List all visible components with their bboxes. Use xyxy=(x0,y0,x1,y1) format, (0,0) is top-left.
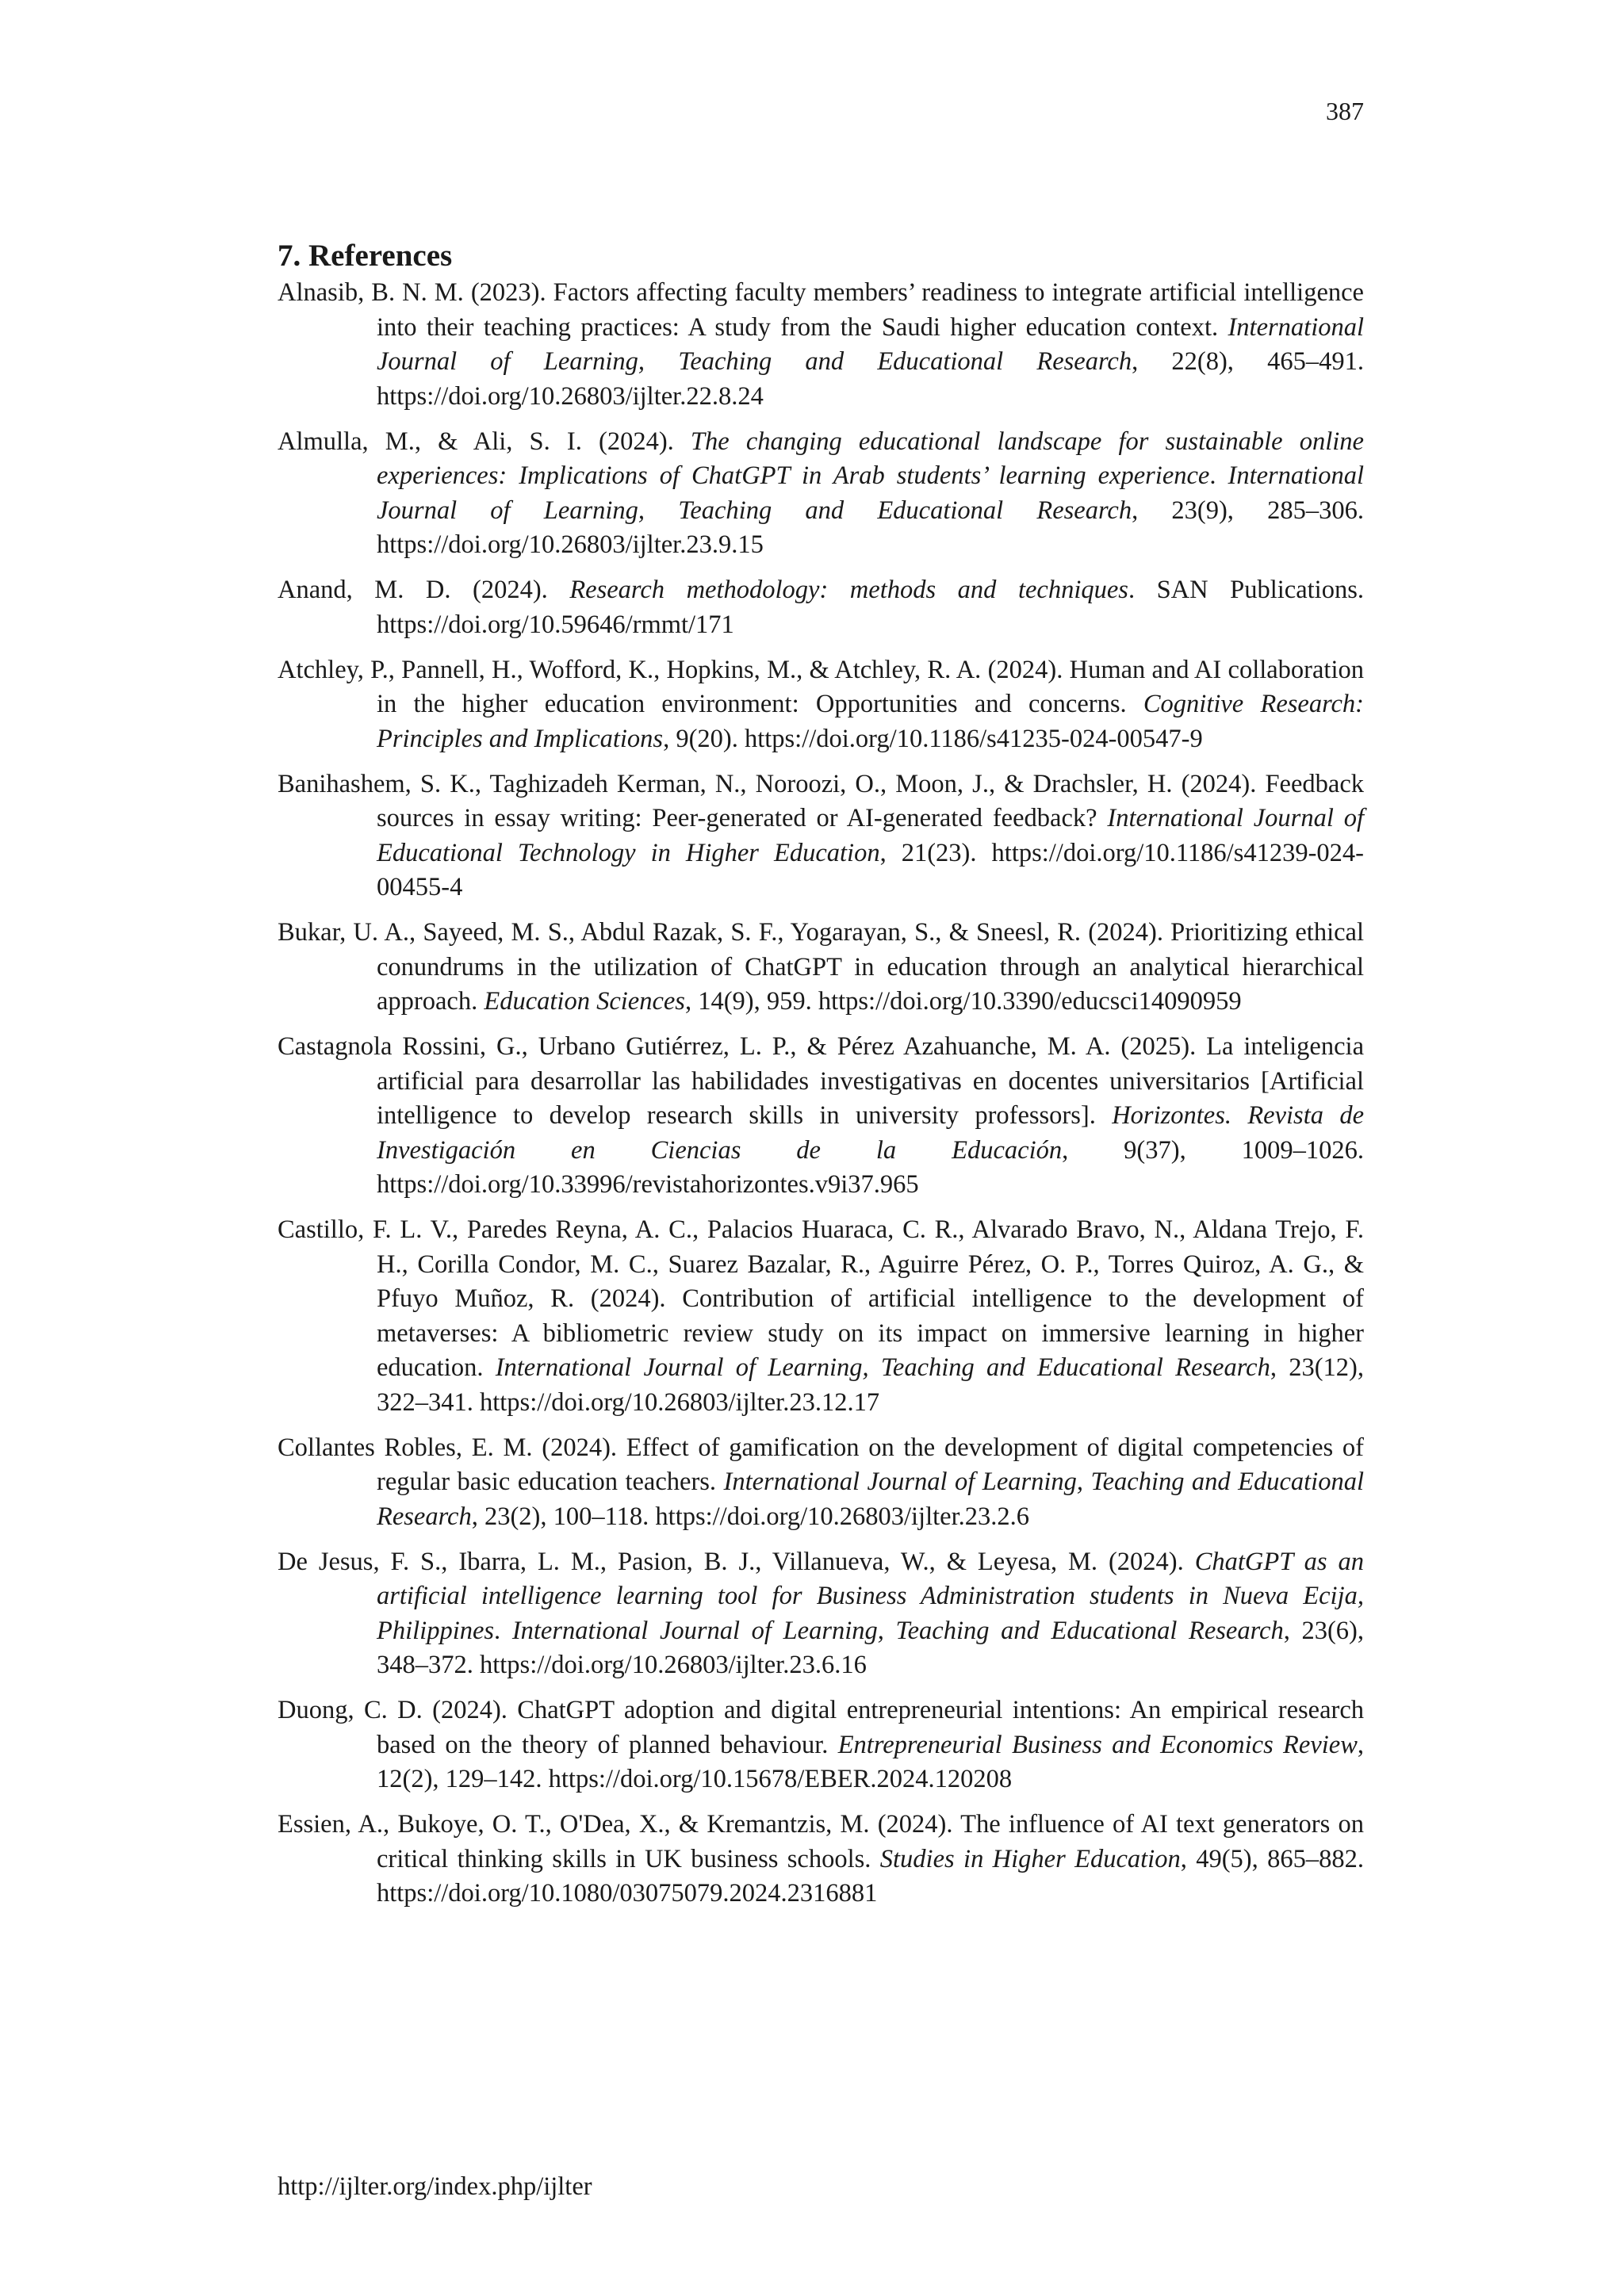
reference-text: Alnasib, B. N. M. (2023). Factors affecting faculty members’ readiness to integrate artificial intelligence into their teaching practices: A study from the Saudi higher education context. xyxy=(278,278,1364,342)
reference-source: International Journal of Learning, Teaching and Educational Research xyxy=(511,1616,1284,1645)
reference-source: International Journal of Educational Technology in Higher Education xyxy=(377,804,1364,867)
reference-entry xyxy=(278,916,1364,1020)
reference-details: , 21(23). https://doi.org/10.1186/s41239-024-00455-4 xyxy=(377,838,1364,901)
reference-text: Atchley, P., Pannell, H., Wofford, K., Hopkins, M., & Atchley, R. A. (2024). Human and AI collaboration in the higher education environment: Opportunities and concerns. xyxy=(278,655,1364,718)
reference-entry xyxy=(278,1808,1364,1911)
reference-source: Horizontes. Revista de Investigación en Ciencias de la Educación xyxy=(377,1101,1365,1165)
reference-text: . xyxy=(494,1616,512,1645)
reference-entry xyxy=(278,276,1364,414)
reference-entry xyxy=(278,1431,1364,1535)
reference-entry xyxy=(278,1545,1364,1683)
reference-text: De Jesus, F. S., Ibarra, L. M., Pasion, B. J., Villanueva, W., & Leyesa, M. (2024). xyxy=(278,1547,1195,1576)
references-section xyxy=(278,238,1364,1922)
reference-text: Castagnola Rossini, G., Urbano Gutiérrez, L. P., & Pérez Azahuanche, M. A. (2025). La inteligencia artificial para desarrollar las habilidades investigativas en docentes universitarios [Artificial intelligence to develop research skills in university professors]. xyxy=(278,1032,1364,1130)
reference-entry xyxy=(278,653,1364,757)
reference-details: , 9(20). https://doi.org/10.1186/s41235-024-00547-9 xyxy=(663,724,1203,753)
reference-details: , 49(5), 865–882. https://doi.org/10.1080/03075079.2024.2316881 xyxy=(377,1844,1364,1908)
reference-details: , 23(12), 322–341. https://doi.org/10.26803/ijlter.23.12.17 xyxy=(377,1353,1364,1417)
page-number: 387 xyxy=(1326,97,1364,125)
reference-text: Collantes Robles, E. M. (2024). Effect of gamification on the development of digital competencies of regular basic education teachers. xyxy=(278,1433,1364,1496)
section-title: 7. References xyxy=(278,239,453,273)
reference-entry xyxy=(278,1030,1364,1203)
reference-source: Entrepreneurial Business and Economics Review xyxy=(837,1730,1358,1759)
reference-source: International Journal of Learning, Teaching and Educational Research xyxy=(377,461,1365,525)
reference-source: Education Sciences xyxy=(484,987,685,1016)
reference-text: . xyxy=(1209,461,1228,490)
reference-text: Castillo, F. L. V., Paredes Reyna, A. C., Palacios Huaraca, C. R., Alvarado Bravo, N., Aldana Trejo, F. H., Corilla Condor, M. C., Suarez Bazalar, R., Aguirre Pérez, O. P., Torres Quiroz, A. G., & Pfuyo Muñoz, R. (2024). Contribution of artificial intelligence to the development of metaverses: A bibliometric review study on its impact on immersive learning in higher education. xyxy=(278,1215,1364,1382)
reference-details: , 12(2), 129–142. https://doi.org/10.15678/EBER.2024.120208 xyxy=(377,1730,1365,1793)
reference-entry xyxy=(278,767,1364,905)
reference-text: Anand, M. D. (2024). xyxy=(278,576,570,604)
reference-text: . SAN Publications. https://doi.org/10.59646/rmmt/171 xyxy=(377,576,1364,639)
reference-details: , 23(2), 100–118. https://doi.org/10.26803/ijlter.23.2.6 xyxy=(471,1502,1029,1531)
reference-details: , 23(9), 285–306. https://doi.org/10.26803/ijlter.23.9.15 xyxy=(377,496,1364,559)
reference-source: International Journal of Learning, Teaching and Educational Research xyxy=(495,1353,1270,1382)
footer-url: http://ijlter.org/index.php/ijlter xyxy=(278,2172,592,2201)
reference-entry xyxy=(278,425,1364,563)
reference-details: , 23(6), 348–372. https://doi.org/10.26803/ijlter.23.6.16 xyxy=(377,1616,1364,1679)
reference-source: International Journal of Learning, Teaching and Educational Research xyxy=(377,1468,1364,1531)
reference-details: , 14(9), 959. https://doi.org/10.3390/educsci14090959 xyxy=(684,987,1242,1016)
reference-title: Research methodology: methods and techniques xyxy=(569,576,1128,604)
reference-details: , 22(8), 465–491. https://doi.org/10.26803/ijlter.22.8.24 xyxy=(377,347,1364,411)
reference-title: ChatGPT as an artificial intelligence learning tool for Business Administration students in Nueva Ecija, Philippines xyxy=(377,1547,1364,1645)
reference-text: Duong, C. D. (2024). ChatGPT adoption and digital entrepreneurial intentions: An empirical research based on the theory of planned behaviour. xyxy=(278,1696,1364,1759)
reference-entry xyxy=(278,573,1364,642)
reference-source: Cognitive Research: Principles and Implications xyxy=(377,690,1365,753)
reference-title: The changing educational landscape for sustainable online experiences: Implications of ChatGPT in Arab students’ learning experience xyxy=(377,427,1364,490)
reference-entry xyxy=(278,1213,1364,1420)
reference-text: Almulla, M., & Ali, S. I. (2024). xyxy=(278,427,691,456)
reference-text: Banihashem, S. K., Taghizadeh Kerman, N., Noroozi, O., Moon, J., & Drachsler, H. (2024). Feedback sources in essay writing: Peer-generated or AI-generated feedback? xyxy=(278,769,1364,832)
reference-details: , 9(37), 1009–1026. https://doi.org/10.33996/revistahorizontes.v9i37.965 xyxy=(377,1135,1364,1199)
reference-source: International Journal of Learning, Teaching and Educational Research xyxy=(377,312,1364,376)
reference-text: Bukar, U. A., Sayeed, M. S., Abdul Razak, S. F., Yogarayan, S., & Sneesl, R. (2024). Prioritizing ethical conundrums in the utilization of ChatGPT in education through an analytical hierarchical approach. xyxy=(278,918,1364,1016)
reference-source: Studies in Higher Education xyxy=(879,1844,1181,1873)
reference-text: Essien, A., Bukoye, O. T., O'Dea, X., & Kremantzis, M. (2024). The influence of AI text generators on critical thinking skills in UK business schools. xyxy=(278,1810,1364,1873)
reference-entry xyxy=(278,1693,1364,1797)
